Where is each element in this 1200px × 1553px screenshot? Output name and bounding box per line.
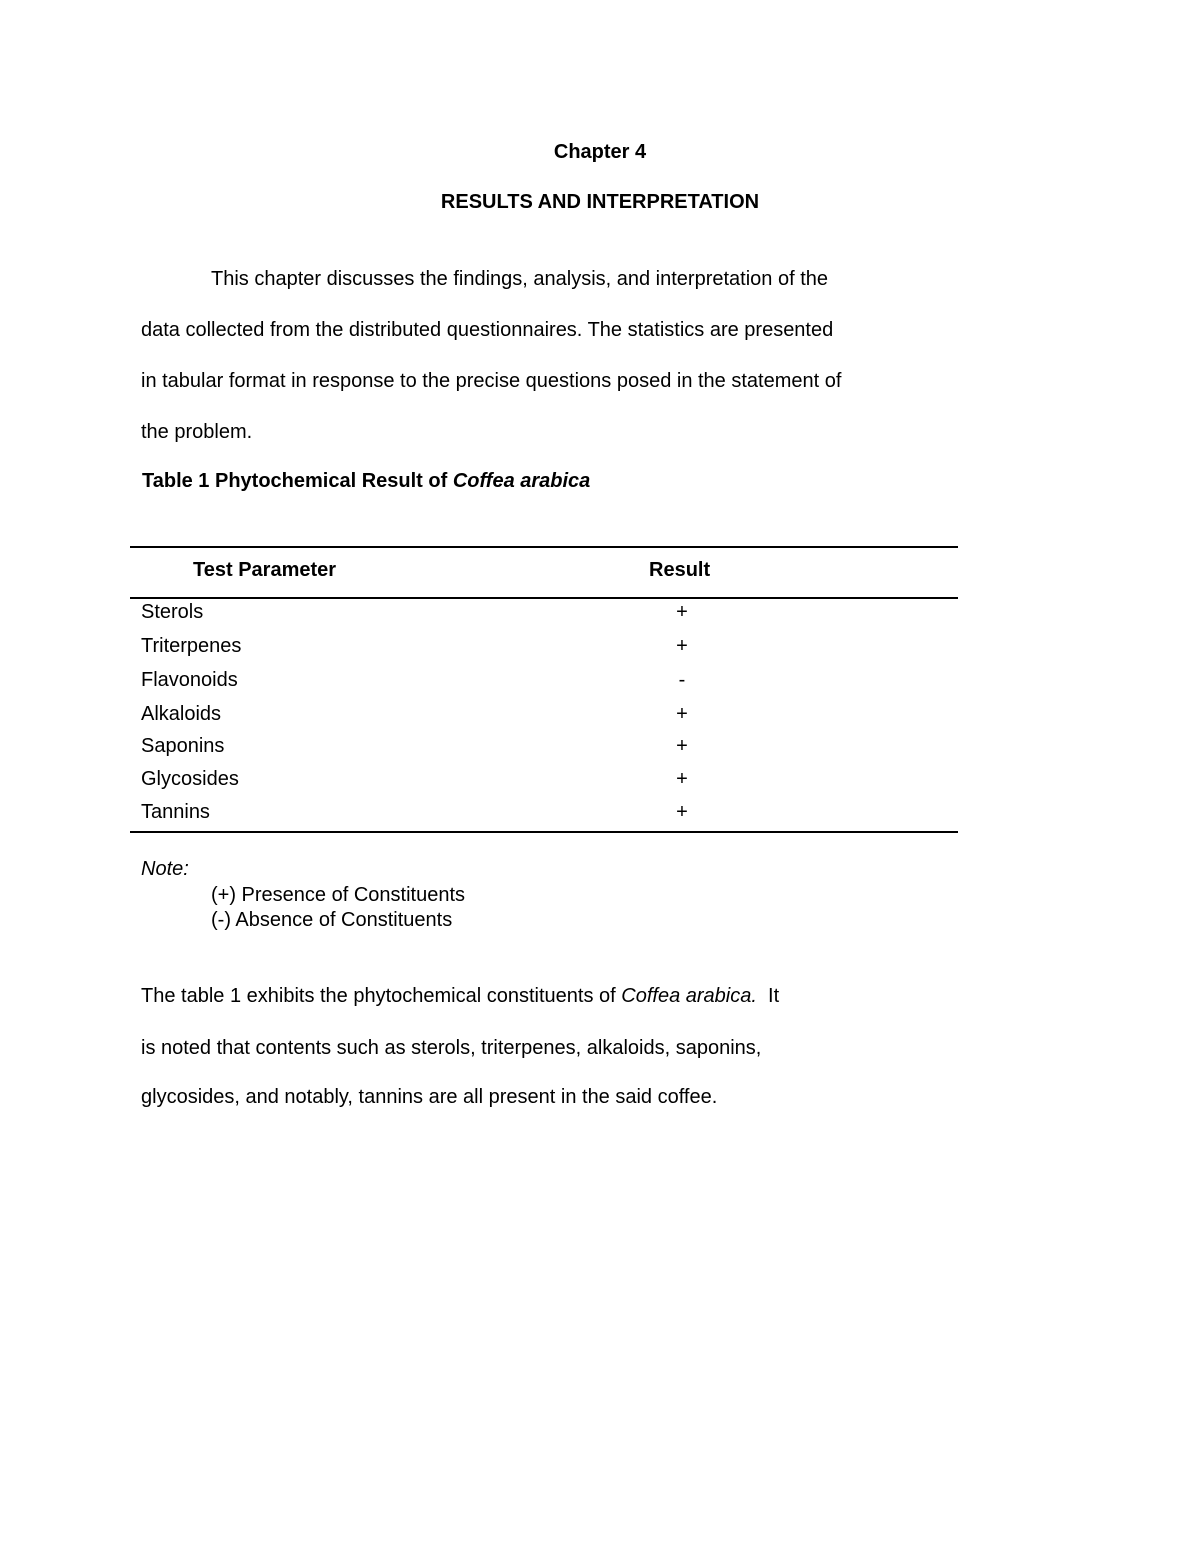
interpretation-line-3: glycosides, and notably, tannins are all present in the said coffee. [141, 1086, 718, 1108]
table-header-parameter: Test Parameter [193, 559, 337, 581]
table-header-rule [130, 597, 958, 599]
table-row-parameter: Alkaloids [141, 703, 222, 725]
table-header-result: Result [649, 559, 711, 581]
table-row-parameter: Saponins [141, 735, 225, 757]
interpretation-line-1-suffix: It [756, 985, 780, 1007]
table-caption-prefix: Table 1 Phytochemical Result of [142, 470, 453, 492]
table-row-parameter: Glycosides [141, 768, 239, 790]
table-row-parameter: Sterols [141, 601, 204, 623]
table-row-result: + [676, 735, 688, 757]
table-row-parameter: Tannins [141, 801, 210, 823]
table-row-result: - [678, 669, 686, 691]
intro-line-1: This chapter discusses the findings, analysis, and interpretation of the [211, 268, 829, 290]
note-label: Note: [141, 858, 189, 880]
note-absence: (-) Absence of Constituents [211, 909, 453, 931]
table-row-result: + [676, 703, 688, 725]
interpretation-line-2: is noted that contents such as sterols, triterpenes, alkaloids, saponins, [141, 1037, 762, 1059]
interpretation-species: Coffea arabica. [621, 985, 757, 1007]
table-row-result: + [676, 635, 688, 657]
interpretation-line-1 [141, 985, 779, 1008]
table-row-result: + [676, 801, 688, 823]
table-row-result: + [676, 601, 688, 623]
intro-line-4: the problem. [141, 421, 253, 443]
chapter-title: RESULTS AND INTERPRETATION [440, 191, 760, 213]
intro-line-2: data collected from the distributed questionnaires. The statistics are presented [141, 319, 834, 341]
table-row-parameter: Flavonoids [141, 669, 238, 691]
chapter-number: Chapter 4 [553, 141, 647, 163]
table-caption [142, 470, 590, 493]
note-presence: (+) Presence of Constituents [211, 884, 466, 906]
table-row-parameter: Triterpenes [141, 635, 242, 657]
intro-line-3: in tabular format in response to the precise questions posed in the statement of [141, 370, 842, 392]
table-top-rule [130, 546, 958, 548]
table-bottom-rule [130, 831, 958, 833]
table-row-result: + [676, 768, 688, 790]
interpretation-line-1-prefix: The table 1 exhibits the phytochemical constituents of [141, 985, 622, 1007]
table-caption-species: Coffea arabica [452, 470, 591, 492]
